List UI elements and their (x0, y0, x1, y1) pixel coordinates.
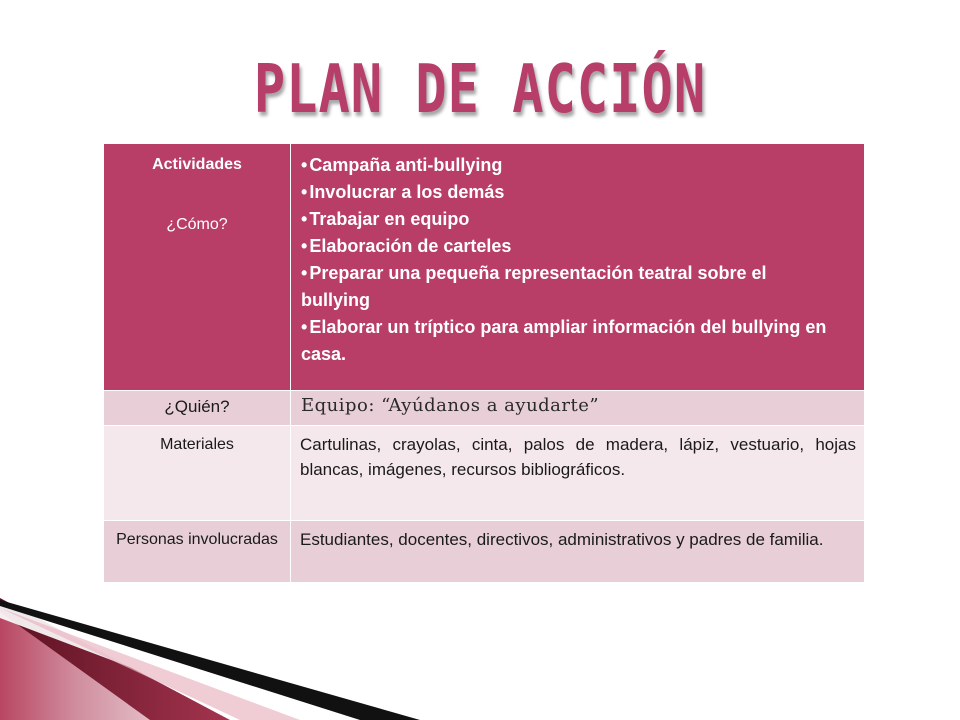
bullet-icon: • (301, 155, 308, 175)
actividades-label: Actividades (152, 156, 242, 173)
list-item: • Campaña anti-bullying (301, 155, 503, 175)
materiales-value: Cartulinas, crayolas, cinta, palos de madera, lápiz, vestuario, hojas blancas, imágenes, recursos bibliográficos. (300, 435, 856, 479)
personas-label: Personas involucradas (116, 531, 278, 548)
actividades-label-cell (104, 144, 291, 391)
list-item: • Preparar una pequeña representación teatral sobre el bullying (301, 263, 767, 310)
activity-list (291, 144, 864, 368)
page-title: PLAN DE ACCIÓN (253, 52, 707, 129)
bullet-icon: • (301, 317, 308, 337)
materiales-label: Materiales (160, 436, 234, 453)
table-row-materiales (104, 426, 865, 521)
corner-decoration (0, 560, 420, 720)
list-item: • Involucrar a los demás (301, 182, 505, 202)
actividades-content-cell (291, 144, 865, 391)
bullet-icon: • (301, 182, 308, 202)
bullet-icon: • (301, 263, 308, 283)
list-item: • Trabajar en equipo (301, 209, 470, 229)
personas-value: Estudiantes, docentes, directivos, administrativos y padres de familia. (300, 530, 824, 549)
list-item: • Elaborar un tríptico para ampliar información del bullying en casa. (301, 317, 827, 364)
quien-content-cell (291, 391, 865, 426)
list-item: • Elaboración de carteles (301, 236, 512, 256)
materiales-label-cell (104, 426, 291, 521)
quien-label: ¿Quién? (164, 397, 230, 416)
bullet-icon: • (301, 236, 308, 256)
materiales-content-cell (291, 426, 865, 521)
quien-label-cell (104, 391, 291, 426)
table-row-quien (104, 391, 865, 426)
quien-value: Equipo: “Ayúdanos a ayudarte” (301, 395, 600, 416)
table-row-actividades (104, 144, 865, 391)
como-label: ¿Cómo? (166, 216, 228, 233)
bullet-icon: • (301, 209, 308, 229)
action-plan-table (103, 143, 865, 583)
